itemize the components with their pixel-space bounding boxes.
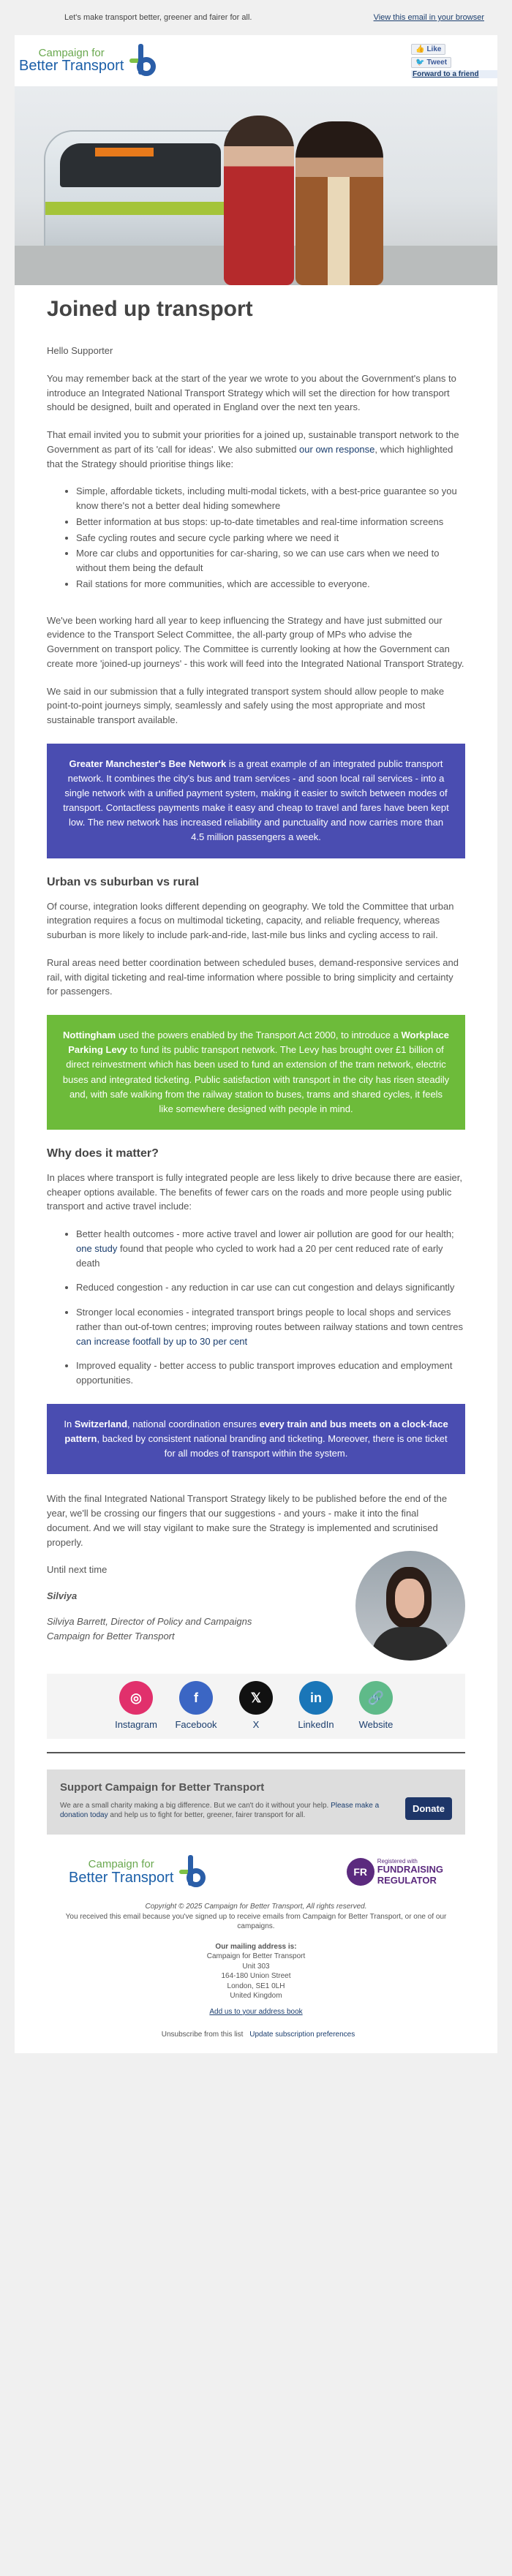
list-item: • Better health outcomes - more active travel and lower air pollution are good for our health; one study found that people who cycled to work had a 20 per cent reduced rate of early death xyxy=(76,1227,465,1270)
committee-paragraph: We've been working hard all year to keep influencing the Strategy and have just submitted our evidence to the Transport Select Committee, the all-party group of MPs who advise the Government on transport policy. The Committee is currently looking at how the Government can create more 'joined-up journeys' - this work will feed into the Integrated National Transport Strategy. xyxy=(47,614,464,669)
signoff xyxy=(47,1563,465,1661)
submission-paragraph: We said in our submission that a fully integrated transport system should allow people to make point-to-point journeys simply, seamlessly and safely using the most appropriate and most sustainable transport available. xyxy=(47,685,445,725)
switzerland-callout: In Switzerland, national coordination ensures every train and bus meets on a clock-face pattern, backed by consistent national branding and ticketing. Moreover, there is one ticket for all modes of transport within the system. xyxy=(47,1404,465,1474)
instagram-icon: ◎ xyxy=(119,1681,153,1715)
footer-campaign-logo[interactable]: Campaign for Better Transport xyxy=(69,1854,208,1890)
social-instagram[interactable]: ◎ Instagram xyxy=(114,1681,158,1730)
divider xyxy=(47,1752,465,1753)
link-icon: 🔗 xyxy=(359,1681,393,1715)
tweet-button[interactable]: 🐦 Tweet xyxy=(411,57,451,68)
header xyxy=(15,35,497,86)
until-next-time: Until next time xyxy=(47,1564,108,1576)
add-to-address-book-link[interactable]: Add us to your address book xyxy=(209,2007,303,2016)
rural-paragraph: Rural areas need better coordination between scheduled buses, demand-responsive services and rail, with digital ticketing and real-time information where possible to bring simplicity and certainty for passengers. xyxy=(47,956,459,997)
facebook-like-button[interactable]: 👍 Like xyxy=(411,44,445,55)
preheader-text: Let's make transport better, greener and fairer for all. xyxy=(64,13,252,22)
update-preferences-link[interactable]: Update subscription preferences xyxy=(249,2031,355,2039)
view-in-browser-link[interactable]: View this email in your browser xyxy=(373,13,484,22)
social-website[interactable]: 🔗 Website xyxy=(354,1681,398,1730)
footfall-link[interactable]: can increase footfall by up to 30 per cent xyxy=(76,1335,248,1347)
hero-image xyxy=(15,86,497,285)
list-item: • Safe cycling routes and secure cycle parking where we need it xyxy=(76,531,465,545)
footer-logos xyxy=(47,1835,465,1902)
social-x[interactable]: 𝕏 X xyxy=(234,1681,278,1730)
preheader xyxy=(15,0,497,35)
nottingham-callout: Nottingham used the powers enabled by the Transport Act 2000, to introduce a Workplace Parking Levy to fund its public transport network. The Levy has brought over £1 billion of direct reinvestment which has been used to fund an extension of the tram network, electric buses and integrated ticketing. Public satisfaction with transport in the city has risen steadily and, with safe walking from the railway station to buses, trams and shared cycles, it feels like somewhere designed with people in mind. xyxy=(47,1015,465,1130)
fundraising-regulator-logo[interactable]: FR Registered with FUNDRAISING REGULATOR xyxy=(347,1858,443,1886)
footer: Copyright © 2025 Campaign for Better Transport, All rights reserved. You received this email because you've signed up to receive emails from Campaign for Better Transport, or one of our campaigns. Our mailing address is: Campaign for Better Transport Unit 303 164-180 Union Street London, SE1 0LH United Kingdom Add us to your address book Unsubscribe from this list Update subscription preferences xyxy=(47,1902,465,2053)
main-content xyxy=(15,297,497,2053)
donate-button[interactable]: Donate xyxy=(405,1797,452,1820)
response-paragraph: That email invited you to submit your priorities for a joined up, sustainable transport network to the Government as part of its 'call for ideas'. We also submitted our own response, which highlighted that the Strategy should prioritise things like: xyxy=(47,429,459,469)
donation-link[interactable]: Please make a donation today xyxy=(60,1802,380,1820)
signature-role: Silviya Barrett, Director of Policy and Campaigns xyxy=(47,1616,252,1628)
signature-org: Campaign for Better Transport xyxy=(47,1630,175,1642)
section-heading-urban: Urban vs suburban vs rural xyxy=(47,875,200,888)
facebook-icon: f xyxy=(179,1681,213,1715)
signup-reason: You received this email because you've signed up to receive emails from Campaign for Better Transport, or one of our campaigns. xyxy=(65,1912,447,1931)
social-facebook[interactable]: f Facebook xyxy=(174,1681,218,1730)
closing-paragraph: With the final Integrated National Transport Strategy likely to be published before the end of the year, we'll be crossing our fingers that our suggestions - and yours - make it into the final document. And we will stay vigilant to make sure the Strategy is implemented and scrutinised properly. xyxy=(47,1493,448,1548)
page-title: Joined up transport xyxy=(47,297,253,321)
support-box xyxy=(47,1769,465,1835)
linkedin-icon: in xyxy=(299,1681,333,1715)
forward-to-friend-link[interactable]: Forward to a friend xyxy=(411,70,497,78)
list-item: • Reduced congestion - any reduction in car use can cut congestion and delays significantly xyxy=(76,1280,465,1295)
logo-b-icon xyxy=(127,42,159,79)
logo-line1: Campaign for xyxy=(38,46,105,59)
support-text: We are a small charity making a big difference. But we can't do it without your help. Please make a donation today and help us to fight for better, greener, fairer transport for all. xyxy=(60,1802,380,1820)
logo-line2: Better Transport xyxy=(19,58,124,75)
list-item: • Better information at bus stops: up-to-date timetables and real-time information screens xyxy=(76,515,465,529)
section-heading-why: Why does it matter? xyxy=(47,1147,159,1160)
greeting: Hello Supporter xyxy=(47,345,113,356)
person-brown-jacket xyxy=(295,121,383,285)
bird-icon: 🐦 xyxy=(415,58,425,67)
benefits-list xyxy=(76,1227,465,1388)
address-title: Our mailing address is: xyxy=(215,1942,297,1951)
our-response-link[interactable]: our own response xyxy=(299,443,375,455)
list-item: • More car clubs and opportunities for car-sharing, so we can use cars when we need to without them being the default xyxy=(76,546,465,575)
list-item: • Simple, affordable tickets, including multi-modal tickets, with a best-price guarantee so you know there's not a better deal hiding somewhere xyxy=(76,484,465,513)
one-study-link[interactable]: one study xyxy=(76,1242,118,1254)
unsubscribe-label: Unsubscribe from this list xyxy=(161,2031,244,2039)
support-title: Support Campaign for Better Transport xyxy=(60,1781,265,1794)
list-item: • Improved equality - better access to public transport improves education and employment opportunities. xyxy=(76,1359,465,1388)
logo-b-icon xyxy=(176,1854,208,1890)
urban-paragraph: Of course, integration looks different depending on geography. We told the Committee that urban integration requires a focus on multimodal ticketing, capacity, and reliable frequency, whereas suburban is more likely to include park-and-ride, last-mile bus links and cycling access to rail. xyxy=(47,900,454,941)
list-item: • Stronger local economies - integrated transport brings people to local shops and services rather than out-of-town centres; improving routes between railway stations and town centres can increase footfall by up to 30 per cent xyxy=(76,1305,465,1348)
x-icon: 𝕏 xyxy=(239,1681,273,1715)
signature-name: Silviya xyxy=(47,1590,78,1602)
social-linkedin[interactable]: in LinkedIn xyxy=(294,1681,338,1730)
campaign-logo[interactable] xyxy=(19,42,159,79)
copyright: Copyright © 2025 Campaign for Better Transport, All rights reserved. xyxy=(145,1903,367,1911)
author-portrait xyxy=(355,1551,465,1661)
priorities-list xyxy=(76,484,465,591)
fr-badge-icon: FR xyxy=(347,1858,374,1886)
social-links xyxy=(47,1674,465,1739)
person-red-jacket xyxy=(224,116,294,285)
share-buttons xyxy=(411,44,497,78)
benefits-paragraph: In places where transport is fully integrated people are less likely to drive because there are easier, cheaper options available. The benefits of fewer cars on the roads and more people using public transport and active travel include: xyxy=(47,1171,462,1212)
email-container xyxy=(15,0,497,2053)
intro-paragraph: You may remember back at the start of the year we wrote to you about the Government's plans to introduce an Integrated National Transport Strategy which will set the direction for how transport should be designed, built and operated in England over the next ten years. xyxy=(47,372,456,413)
bee-network-callout: Greater Manchester's Bee Network is a great example of an integrated public transport network. It combines the city's bus and tram services - and soon local rail services - into a single network with a unified payment system, making it easier to switch between modes of transport. Contactless payments make it easy and cheap to travel and fares have been kept low. The new network has increased reliability and punctuality and now carries more than 4.5 million passengers a week. xyxy=(47,744,465,858)
thumbs-up-icon: 👍 xyxy=(415,45,425,53)
list-item: • Rail stations for more communities, which are accessible to everyone. xyxy=(76,577,465,592)
